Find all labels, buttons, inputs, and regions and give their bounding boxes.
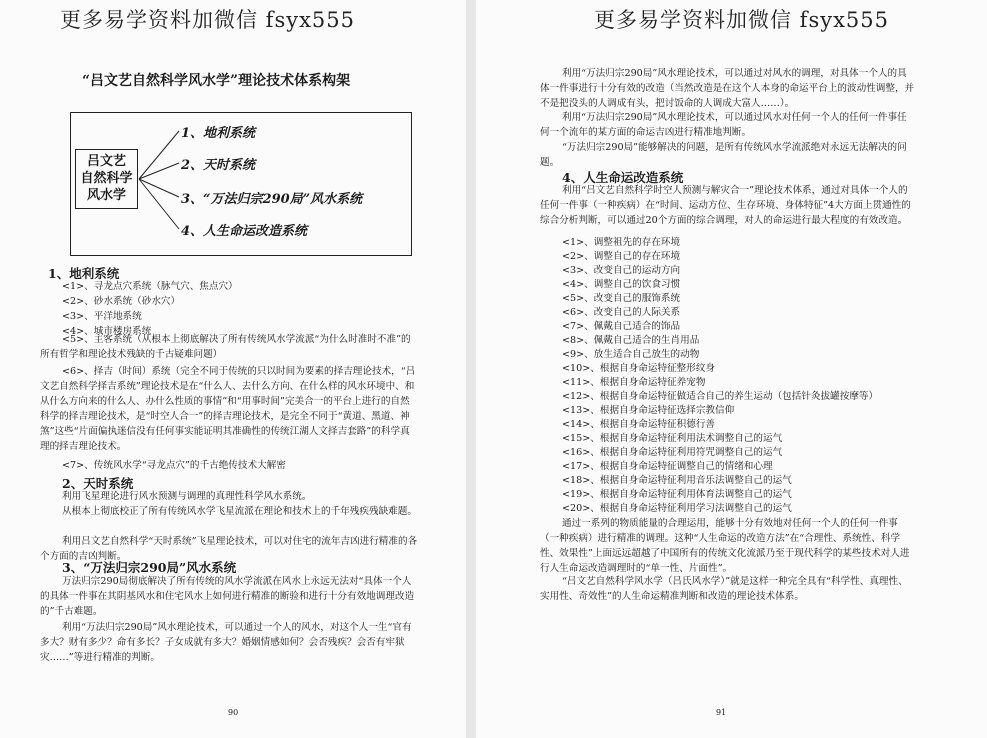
s1-item-4: <4>、城市楼房系统 [62, 326, 152, 337]
s1-item-3: <3>、平洋地系统 [62, 311, 142, 322]
s1-item-6: <6>、择吉（时间）系统（完全不同于传统的只以时间为要素的择吉理论技术，“吕文艺自然科学择吉系统”理论技术是在“什么人、去什么方向、在什么样的风水环境中、和从什么方向来的什么人、办什么性质的事情”和“用事时间”完美合一的平台上进行的自然科学的择吉理论技术，是“时空人合一”的择吉理论技术，是完全不同于“黄道、黑道、神煞”这些“片面偏执迷信没有任何事实能证明其准确性的传统江湖人文择吉套路”的科学真理的择吉理论技术。 [40, 366, 416, 452]
list-item: <17>、根据自身命运特征调整自己的情绪和心理 [562, 461, 773, 472]
page-title: “吕文艺自然科学风水学”理论技术体系构架 [82, 73, 351, 89]
list-item: <5>、改变自己的服饰系统 [562, 293, 681, 304]
s1-item-2: <2>、砂水系统（砂水穴） [62, 296, 181, 307]
structure-diagram [70, 112, 412, 256]
connector-4 [139, 179, 179, 229]
book-gutter [466, 0, 476, 738]
section-3-heading: 3、“万法归宗290局”风水系统 [62, 560, 237, 575]
list-item: <13>、根据自身命运特征选择宗教信仰 [562, 405, 735, 416]
branch-3: 3、“万法归宗290局”风水系统 [181, 192, 363, 207]
list-item: <2>、调整自己的存在环境 [562, 251, 681, 262]
center-line-2: 自然科学 [80, 171, 133, 186]
page-number: 91 [716, 708, 727, 717]
list-item: <7>、佩戴自己适合的饰品 [562, 321, 681, 332]
section-4-heading: 4、人生命运改造系统 [562, 170, 684, 185]
connector-3 [139, 179, 179, 197]
list-item: <14>、根据自身命运特征积德行善 [562, 419, 716, 430]
s2-paragraph-3: 利用吕文艺自然科学“天时系统”飞星理论技术，可以对住宅的流年吉凶进行精准的各个方面的吉凶判断。 [40, 536, 418, 562]
list-item: <16>、根据自身命运特征利用符咒调整自己的运气 [562, 447, 783, 458]
watermark: 更多易学资料加微信 fsyx555 [60, 8, 356, 32]
list-item: <9>、放生适合自己放生的动物 [562, 349, 700, 360]
page-number: 90 [228, 708, 239, 717]
branch-1: 1、地利系统 [181, 126, 256, 141]
list-item: <3>、改变自己的运动方向 [562, 265, 681, 276]
list-item: <11>、根据自身命运特征养宠物 [562, 377, 706, 388]
left-page [0, 0, 466, 738]
center-line-1: 吕文艺 [86, 154, 126, 169]
list-item: <6>、改变自己的人际关系 [562, 307, 681, 318]
s4-paragraph-1: 利用“吕文艺自然科学时空人预测与解灾合一”理论技术体系，通过对具体一个人的任何一件事（一种疾病）在“时间、运动方位、生存环境、身体特征”4大方面上贯通性的综合分析判断，可以通过20个方面的综合调理，对人的命运进行最大程度的有效改造。 [540, 185, 911, 226]
s1-item-1: <1>、寻龙点穴系统（脉气穴、焦点穴） [62, 281, 238, 292]
list-item: <18>、根据自身命运特征利用音乐法调整自己的运气 [562, 475, 792, 486]
list-item: <10>、根据自身命运特征整形纹身 [562, 363, 716, 374]
s2-paragraph-2: 从根本上彻底校正了所有传统风水学飞星流派在理论和技术上的千年残疾残缺难题。 [62, 506, 417, 517]
section-1-heading: 1、地利系统 [48, 266, 120, 281]
r-paragraph-2: 利用“万法归宗290局”风水理论技术，可以通过风水对任何一个人的任何一件事任何一个流年的某方面的命运吉凶进行精准地判断。 [540, 112, 907, 138]
r-paragraph-5: 通过一系列的物质能量的合理运用，能够十分有效地对任何一个人的任何一件事（一种疾病）进行精准的调理。这种“人生命运的改造方法”在“合理性、系统性、科学性、效果性”上面远远超越了中国所有的传统文化流派乃至于现代科学的某些技术对人进行人生命运改造调理时的“单一性、片面性”。 [540, 518, 910, 574]
connector-2 [139, 163, 179, 179]
r-paragraph-1: 利用“万法归宗290局”风水理论技术，可以通过对风水的调理，对具体一个人的具体一件事进行十分有效的改造（当然改造是在这个人本身的命运平台上的波动性调整，并不是把没头的人调成有头，把讨饭命的人调成大富人……）。 [540, 68, 915, 109]
branch-4: 4、人生命运改造系统 [181, 224, 308, 239]
list-item: <4>、调整自己的饮食习惯 [562, 279, 681, 290]
list-item: <19>、根据自身命运特征利用体育法调整自己的运气 [562, 489, 792, 500]
watermark: 更多易学资料加微信 fsyx555 [594, 8, 890, 32]
center-line-3: 风水学 [86, 188, 126, 203]
list-item: <1>、调整祖先的存在环境 [562, 237, 681, 248]
r-paragraph-3: “万法归宗290局”能够解决的问题，是所有传统风水学流派绝对永远无法解决的问题。 [540, 142, 907, 168]
s1-item-7: <7>、传统风水学“寻龙点穴”的千古绝传技术大解密 [62, 460, 286, 471]
s1-item-5: <5>、主客系统（从根本上彻底解决了所有传统风水学流派“为什么时准时不准”的所有哲学和理论技术残缺的千古疑难问题） [40, 334, 411, 360]
diagram-center-box [75, 149, 138, 209]
section-2-heading: 2、天时系统 [62, 476, 134, 491]
branch-2: 2、天时系统 [181, 158, 256, 173]
list-item: <12>、根据自身命运特征做适合自己的养生运动（包括针灸拔罐按摩等） [562, 391, 879, 402]
r-paragraph-6: “吕文艺自然科学风水学（吕氏风水学）”就是这样一种完全具有“科学性、真理性、实用性、奇效性”的人生命运精准判断和改造的理论技术体系。 [540, 576, 908, 602]
s3-paragraph-2: 利用“万法归宗290局”风水理论技术，可以通过一个人的风水，对这个人一生“官有多大？财有多少？命有多长？子女成就有多大？婚姻情感如何？会否残疾？会否有牢狱灾……”等进行精准的判断。 [40, 622, 412, 663]
list-item: <8>、佩戴自己适合的生肖用品 [562, 335, 700, 346]
s3-paragraph-1: 万法归宗290局彻底解决了所有传统的风水学流派在风水上永远无法对“具体一个人的具体一件事在其阴基风水和住宅风水上如何进行精准的断验和进行十分有效地调理改造的”千古难题。 [40, 576, 415, 617]
list-item: <20>、根据自身命运特征利用学习法调整自己的运气 [562, 503, 792, 514]
right-page [476, 0, 987, 738]
list-item: <15>、根据自身命运特征利用法术调整自己的运气 [562, 433, 783, 444]
s2-paragraph-1: 利用飞星理论进行风水预测与调理的真理性科学风水系统。 [62, 491, 312, 502]
connector-1 [139, 131, 179, 179]
